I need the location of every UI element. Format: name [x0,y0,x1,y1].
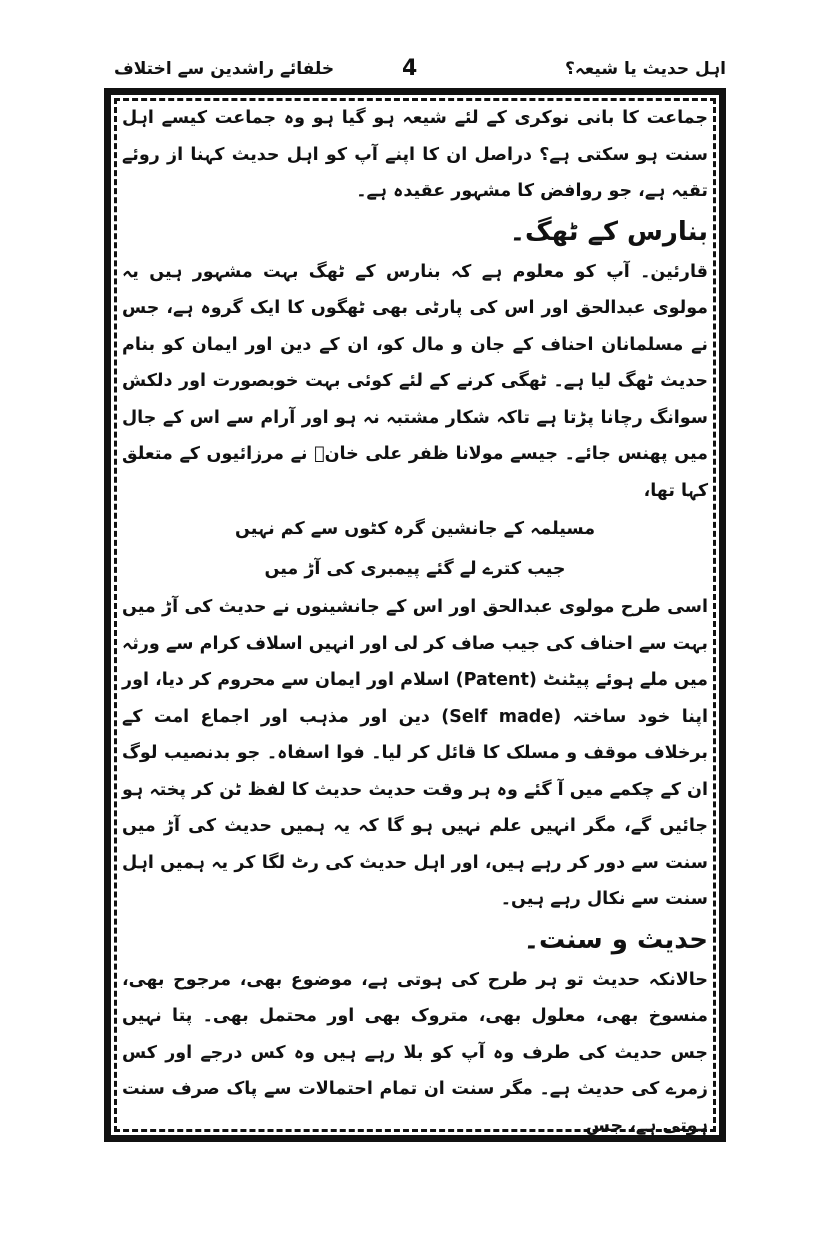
page-number: 4 [402,56,418,81]
paragraph-hadith: حالانکہ حدیث تو ہر طرح کی ہوتی ہے، موضوع بھی، مرجوح بھی، منسوخ بھی، معلول بھی، متروک بھی اور محتمل بھی۔ پتا نہیں جس حدیث کی طرف وہ آپ کو بلا رہے ہیں وہ کس درجے اور کس زمرے کی حدیث ہے۔ مگر سنت ان تمام احتمالات سے پاک صرف سنت ہوتی ہے، جس [122,969,708,1136]
paragraph-intro: جماعت کا بانی نوکری کے لئے شیعہ ہو گیا ہو وہ جماعت کیسے اہل سنت ہو سکتی ہے؟ دراصل ان کا اپنے آپ کو اہل حدیث کہنا از روئے تقیہ ہے، جو روافض کا مشہور عقیدہ ہے۔ [122,108,708,201]
heading-banaras-thug: بنارس کے ٹھگ۔ [509,216,708,247]
page-header [112,56,728,88]
paragraph-banaras: قارئین۔ آپ کو معلوم ہے کہ بنارس کے ٹھگ بہت مشہور ہیں یہ مولوی عبدالحق اور اس کی پارٹی بھی ٹھگوں کا ایک گروہ ہے، جس نے مسلمانان احناف کے جان و مال کو، ان کے دین اور ایمان کو بنام حدیث ٹھگ لیا ہے۔ ٹھگی کرنے کے لئے کوئی بہت خوبصورت اور دلکش سوانگ رچانا پڑتا ہے تاکہ شکار مشتبہ نہ ہو اور آرام سے اس کے جال میں پھنس جائے۔ جیسے مولانا ظفر علی خانؒ نے مرزائیوں کے متعلق کہا تھا، [122,261,708,501]
header-chapter-title: خلفائے راشدین سے اختلاف [114,59,335,79]
verse-line-1: مسیلمہ کے جانشین گرہ کٹوں سے کم نہیں [234,519,596,539]
header-book-title: اہل حدیث یا شیعہ؟ [564,59,726,79]
page-body [122,100,708,1144]
verse-line-2: جیب کترے لے گئے پیمبری کی آڑ میں [264,559,566,579]
heading-hadith-sunnat: حدیث و سنت۔ [523,924,708,955]
paragraph-abdul-haq: اسی طرح مولوی عبدالحق اور اس کے جانشینوں نے حدیث کی آڑ میں بہت سے احناف کی جیب صاف کر لی اور انہیں اسلاف کرام سے ورثہ میں ملے ہوئے پیٹنٹ (Patent) اسلام اور ایمان سے محروم کر دیا، اور اپنا خود ساختہ (Self made) دین اور مذہب اور اجماع امت کے برخلاف موقف و مسلک کا قائل کر لیا۔ فوا اسفاہ۔ جو بدنصیب لوگ ان کے چکمے میں آ گئے وہ ہر وقت حدیث حدیث کا لفظ ٹن کر پختہ ہو جائیں گے، مگر انہیں علم نہیں ہو گا کہ یہ ہمیں حدیث کی آڑ میں سنت سے دور کر رہے ہیں، اور اہل حدیث کی رٹ لگا کر یہ ہمیں اہل سنت سے نکال رہے ہیں۔ [122,597,708,909]
